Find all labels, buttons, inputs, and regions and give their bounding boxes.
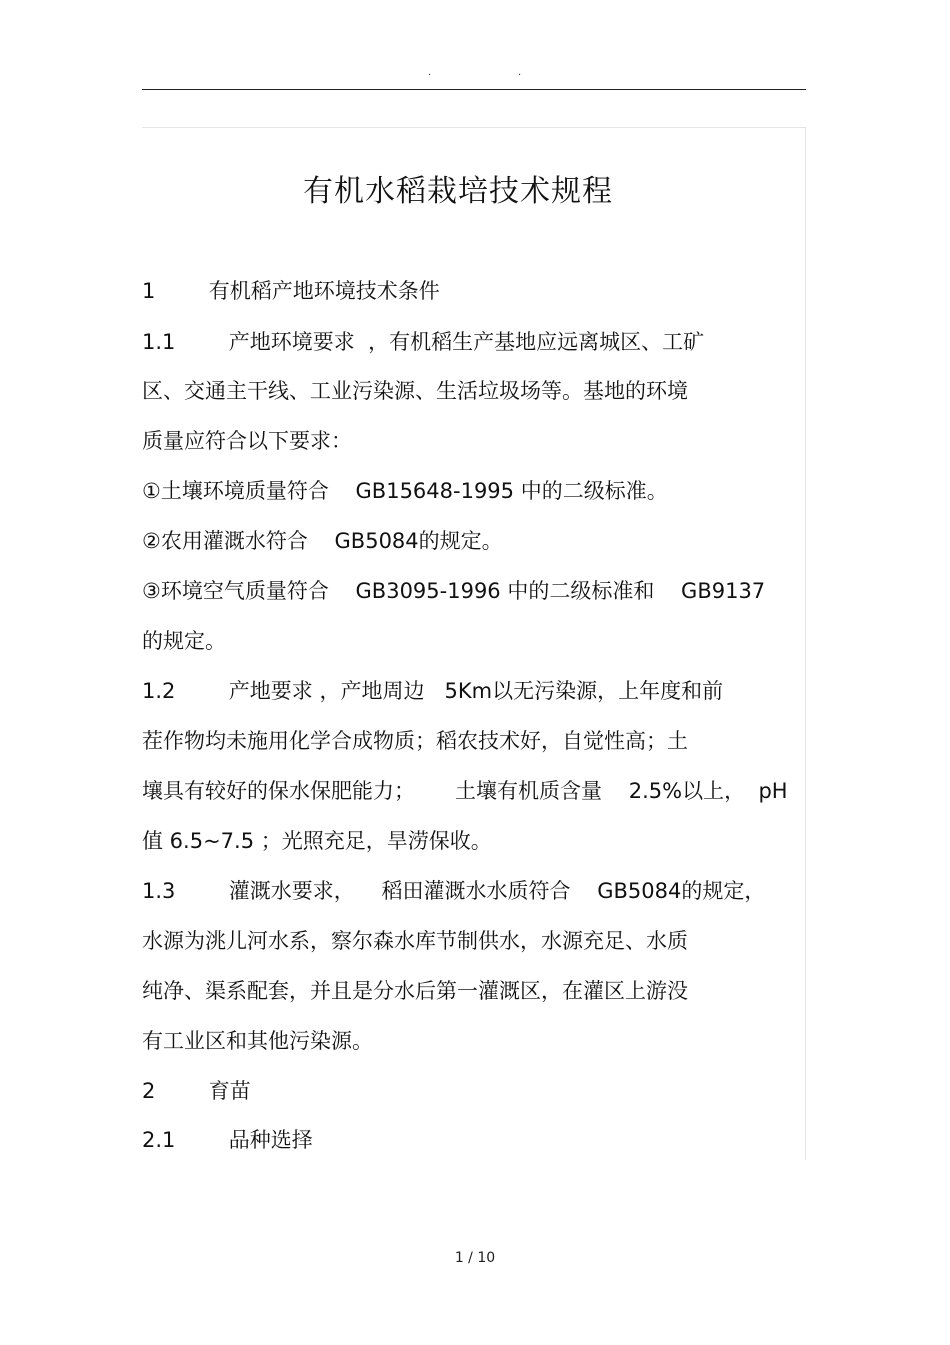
paragraph-line: 水源为洮儿河水系，察尔森水库节制供水，水源充足、水质 [142,929,688,953]
subsection-heading: 2.1 品种选择 [142,1128,313,1152]
paragraph-line: 1.1 产地环境要求 ，有机稻生产基地应远离城区、工矿 [142,330,705,354]
list-item: ②农用灌溉水符合 GB5084的规定。 [142,529,503,553]
header-rule [142,89,806,90]
list-item: ③环境空气质量符合 GB3095-1996 中的二级标准和 GB9137 [142,579,766,603]
header-marks [142,70,806,84]
header-dot-left: · [428,70,432,81]
paragraph-line: 值 6.5~7.5 ；光照充足，旱涝保收。 [142,829,492,853]
paragraph-line: 1.3 灌溉水要求， 稻田灌溉水水质符合 GB5084的规定， [142,879,766,903]
paragraph-line: 的规定。 [142,629,226,653]
header-dot-right: · [518,70,522,81]
list-item: ①土壤环境质量符合 GB15648-1995 中的二级标准。 [142,479,668,503]
paragraph-line: 区、交通主干线、工业污染源、生活垃圾场等。基地的环境 [142,379,688,403]
section-heading-2: 2 育苗 [142,1079,251,1103]
paragraph-line: 1.2 产地要求 ，产地周边 5Km以无污染源，上年度和前 [142,679,724,703]
section-heading-1: 1 有机稻产地环境技术条件 [142,279,440,303]
paragraph-line: 有工业区和其他污染源。 [142,1029,373,1053]
page-indicator: 1 / 10 [454,1250,496,1266]
paragraph-line: 茬作物均未施用化学合成物质；稻农技术好，自觉性高；土 [142,729,688,753]
paragraph-line: 纯净、渠系配套，并且是分水后第一灌溉区，在灌区上游没 [142,979,688,1003]
paragraph-line: 壤具有较好的保水保肥能力； 土壤有机质含量 2.5%以上， pH [142,779,788,803]
document-title: 有机水稻栽培技术规程 [303,174,613,209]
paragraph-line: 质量应符合以下要求： [142,429,352,453]
